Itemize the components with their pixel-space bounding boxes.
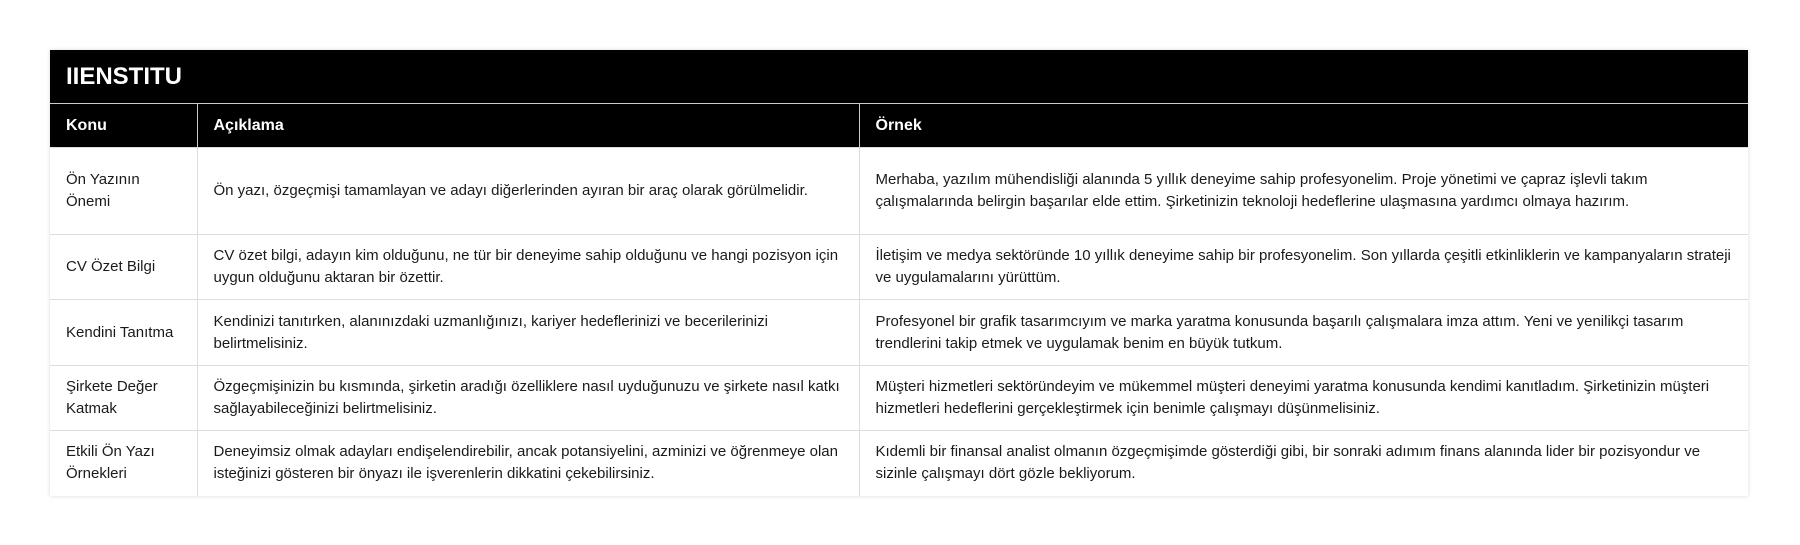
cell-ornek: Merhaba, yazılım mühendisliği alanında 5 yıllık deneyime sahip profesyonelim. Proje yönetimi ve çapraz işlevli takım çalışmalarında belirgin başarılar elde ettim. Şirketinizin teknoloji hedeflerine ulaşmasına yardımcı olmaya hazırım. xyxy=(859,148,1748,235)
cell-konu: CV Özet Bilgi xyxy=(50,235,197,300)
table-row xyxy=(50,148,1748,235)
cell-aciklama: Deneyimsiz olmak adayları endişelendirebilir, ancak potansiyelini, azminizi ve öğrenmeye olan isteğinizi gösteren bir önyazı ile işverenlerin dikkatini çekebilirsiniz. xyxy=(197,431,859,496)
table-row xyxy=(50,431,1748,496)
cell-aciklama: CV özet bilgi, adayın kim olduğunu, ne tür bir deneyime sahip olduğunu ve hangi pozisyon için uygun olduğunu aktaran bir özettir. xyxy=(197,235,859,300)
content-table-card xyxy=(50,50,1748,496)
cell-konu: Ön Yazının Önemi xyxy=(50,148,197,235)
table-title: IIENSTITU xyxy=(50,50,1748,104)
header-konu: Konu xyxy=(50,104,197,148)
content-table xyxy=(50,104,1748,496)
table-row xyxy=(50,366,1748,431)
cell-ornek: İletişim ve medya sektöründe 10 yıllık deneyime sahip bir profesyonelim. Son yıllarda çeşitli etkinliklerin ve kampanyaların strateji ve uygulamalarını yürüttüm. xyxy=(859,235,1748,300)
cell-ornek: Profesyonel bir grafik tasarımcıyım ve marka yaratma konusunda başarılı çalışmalara imza attım. Yeni ve yenilikçi tasarım trendlerini takip etmek ve uygulamak benim en büyük tutkum. xyxy=(859,300,1748,366)
header-aciklama: Açıklama xyxy=(197,104,859,148)
cell-aciklama: Ön yazı, özgeçmişi tamamlayan ve adayı diğerlerinden ayıran bir araç olarak görülmelidir. xyxy=(197,148,859,235)
cell-aciklama: Kendinizi tanıtırken, alanınızdaki uzmanlığınızı, kariyer hedeflerinizi ve becerilerinizi belirtmelisiniz. xyxy=(197,300,859,366)
cell-ornek: Kıdemli bir finansal analist olmanın özgeçmişimde gösterdiği gibi, bir sonraki adımım finans alanında lider bir pozisyondur ve sizinle çalışmayı dört gözle bekliyorum. xyxy=(859,431,1748,496)
table-row xyxy=(50,235,1748,300)
header-ornek: Örnek xyxy=(859,104,1748,148)
cell-konu: Şirkete Değer Katmak xyxy=(50,366,197,431)
cell-ornek: Müşteri hizmetleri sektöründeyim ve mükemmel müşteri deneyimi yaratma konusunda kendimi kanıtladım. Şirketinizin müşteri hizmetleri hedeflerini gerçekleştirmek için benimle çalışmayı düşünmelisiniz. xyxy=(859,366,1748,431)
cell-konu: Etkili Ön Yazı Örnekleri xyxy=(50,431,197,496)
cell-konu: Kendini Tanıtma xyxy=(50,300,197,366)
cell-aciklama: Özgeçmişinizin bu kısmında, şirketin aradığı özelliklere nasıl uyduğunuzu ve şirkete nasıl katkı sağlayabileceğinizi belirtmelisiniz. xyxy=(197,366,859,431)
header-row xyxy=(50,104,1748,148)
table-row xyxy=(50,300,1748,366)
